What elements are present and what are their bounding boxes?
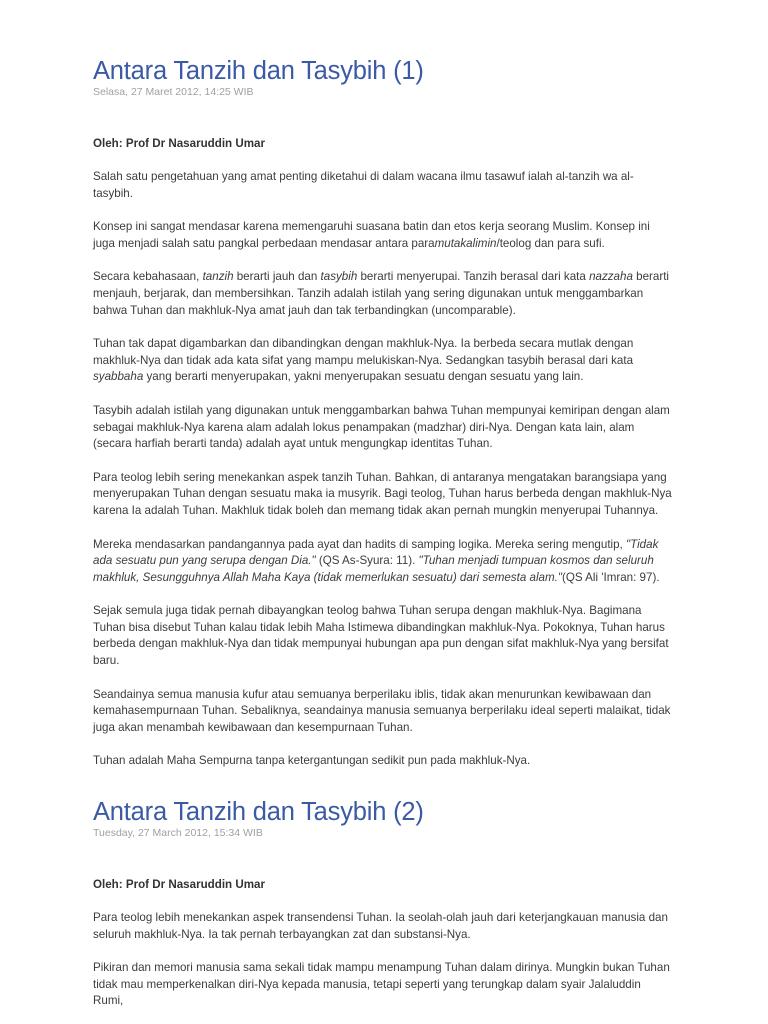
text-segment: Tuhan tak dapat digambarkan dan dibandingkan dengan makhluk-Nya. Ia berbeda secara mutlak dengan makhluk-Nya dan tidak ada kata sifat yang mampu melukiskan-Nya. Sedangkan tasybih berasal dari kata: [93, 337, 634, 367]
article-author: Oleh: Prof Dr Nasaruddin Umar: [93, 137, 266, 150]
text-segment: berarti jauh dan: [233, 270, 321, 284]
text-segment: berarti menjauh, berjarak, dan membersihkan. Tanzih adalah istilah yang sering digunakan untuk menggambarkan bahwa Tuhan dan makhluk-Nya amat jauh dan tak terbandingkan (uncomparable).: [93, 270, 669, 317]
paragraph: [93, 687, 673, 737]
italic-text: nazzaha: [589, 270, 633, 284]
paragraph: [93, 336, 673, 386]
paragraph: [93, 910, 673, 943]
italic-text: tasybih: [320, 270, 358, 284]
article-1: [93, 55, 673, 770]
text-segment: Para teolog lebih sering menekankan aspek tanzih Tuhan. Bahkan, di antaranya mengatakan barangsiapa yang menyerupakan Tuhan dengan sesuatu maka ia musyrik. Bagi teolog, Tuhan harus berbeda dengan makhluk-Nya karena Ia adalah Tuhan. Makhluk tidak boleh dan memang tidak akan pernah mungkin menyerupai Tuhannya.: [93, 470, 672, 517]
article-body: [93, 910, 673, 1010]
article-title: Antara Tanzih dan Tasybih (1): [93, 57, 424, 85]
text-segment: Seandainya semua manusia kufur atau semuanya berperilaku iblis, tidak akan menurunkan kewibawaan dan kemahasempurnaan Tuhan. Sebaliknya, seandainya manusia semuanya berperilaku ideal seperti malaikat, tidak juga akan menambah kewibawaan dan kesempurnaan Tuhan.: [93, 687, 671, 734]
italic-text: "Tidak ada sesuatu pun yang serupa dengan Dia.": [93, 537, 659, 568]
paragraph: [93, 169, 673, 202]
article-author: Oleh: Prof Dr Nasaruddin Umar: [93, 878, 266, 891]
italic-text: "Tuhan menjadi tumpuan kosmos dan seluruh makhluk, Sesungguhnya Allah Maha Kaya (tidak memerlukan sesuatu) dari semesta alam.": [93, 554, 654, 584]
paragraph: [93, 219, 673, 252]
paragraph: [93, 603, 673, 669]
article-date: Selasa, 27 Maret 2012, 14:25 WIB: [93, 86, 254, 98]
paragraph: [93, 753, 673, 770]
text-segment: (QS Ali 'Imran: 97).: [561, 570, 660, 584]
text-segment: Secara kebahasaan,: [93, 270, 203, 284]
text-segment: /teolog dan para sufi.: [496, 236, 605, 250]
paragraph: [93, 269, 673, 319]
text-segment: Para teolog lebih menekankan aspek transendensi Tuhan. Ia seolah-olah jauh dari keterjangkauan manusia dan seluruh makhluk-Nya. Ia tak pernah terbayangkan zat dan substansi-Nya.: [93, 911, 668, 941]
paragraph: [93, 537, 673, 587]
paragraph: [93, 960, 673, 1010]
text-segment: berarti menyerupai. Tanzih berasal dari kata: [357, 270, 590, 284]
italic-text: tanzih: [202, 270, 234, 284]
article-2: [93, 796, 673, 1010]
text-segment: Konsep ini sangat mendasar karena memengaruhi suasana batin dan etos kerja seorang Muslim. Konsep ini juga menjadi salah satu pangkal perbedaan mendasar antara para: [93, 220, 650, 250]
text-segment: Pikiran dan memori manusia sama sekali tidak mampu menampung Tuhan dalam dirinya. Mungkin bukan Tuhan tidak mau memperkenalkan diri-Nya kepada manusia, tetapi seperti yang terungkap dalam syair Jalaluddin Rumi,: [93, 961, 670, 1008]
article-title: Antara Tanzih dan Tasybih (2): [93, 798, 424, 826]
text-segment: yang berarti menyerupakan, yakni menyerupakan sesuatu dengan sesuatu yang lain.: [143, 370, 584, 384]
text-segment: (QS As-Syura: 11).: [315, 554, 419, 568]
italic-text: syabbaha: [93, 370, 144, 384]
text-segment: Tasybih adalah istilah yang digunakan untuk menggambarkan bahwa Tuhan mempunyai kemiripan dengan alam sebagai makhluk-Nya karena alam adalah lokus penampakan (madzhar) diri-Nya. Dengan kata lain, alam (secara harfiah berarti tanda) adalah ayat untuk mengungkap identitas Tuhan.: [93, 403, 670, 451]
article-date: Tuesday, 27 March 2012, 15:34 WIB: [93, 827, 263, 839]
paragraph: [93, 470, 673, 520]
paragraph: [93, 403, 673, 453]
text-segment: Salah satu pengetahuan yang amat penting diketahui di dalam wacana ilmu tasawuf ialah al-tanzih wa al-tasybih.: [93, 170, 634, 200]
text-segment: Mereka mendasarkan pandangannya pada ayat dan hadits di samping logika. Mereka sering mengutip,: [93, 537, 627, 551]
italic-text: mutakalimin: [434, 236, 497, 250]
article-body: [93, 169, 673, 770]
text-segment: Sejak semula juga tidak pernah dibayangkan teolog bahwa Tuhan serupa dengan makhluk-Nya. Bagimana Tuhan bisa disebut Tuhan kalau tidak lebih Maha Istimewa dibandingkan makhluk-Nya. Pokoknya, Tuhan harus berbeda dengan makhluk-Nya dan tidak mempunyai hubungan apa pun dengan sifat makhluk-Nya yang bersifat baru.: [93, 604, 669, 668]
text-segment: Tuhan adalah Maha Sempurna tanpa ketergantungan sedikit pun pada makhluk-Nya.: [93, 754, 531, 768]
